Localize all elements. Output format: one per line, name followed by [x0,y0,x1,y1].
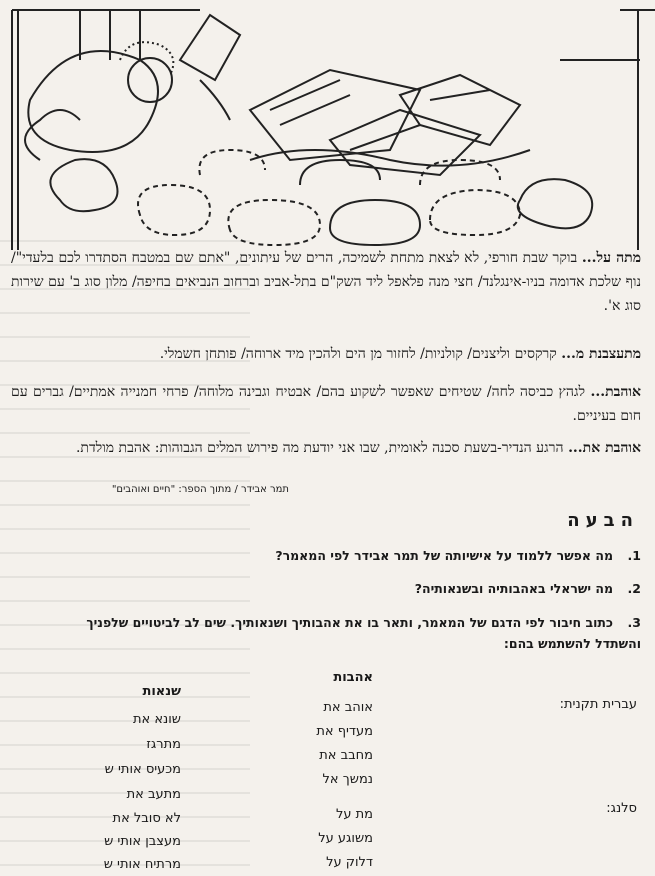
standard-love-word: מעדיף את [316,724,373,739]
standard-love-word: אוהב את [323,700,373,715]
question-3 [31,612,641,654]
standard-hate-word: שונא את [132,712,181,727]
label-slang: סלנג: [606,801,637,816]
hate-column-header: שנאות [142,684,181,699]
paragraph-text: קרקסים וליצנים/ קולניות/ לחזור מן הים ולהכין מיד ארוחה/ פותחן חשמלי. [159,346,562,362]
standard-hate-word: מתרגז [146,737,181,752]
paragraph-loves-the [11,436,641,460]
section-title: הבעה [567,510,639,531]
slang-love-word: משוגע על [318,831,373,846]
paragraph-text: לגהץ כביסה לחה/ שטיחים שאפשר לשקוע בהם/ אבטיח וגבינה מלוחה/ פרחי חמנייה אמתיים/ גברים עם חום בעיניים. [11,384,641,424]
question-number: 1. [627,548,641,563]
paragraph-lead: אוהבת את... [568,440,641,456]
standard-love-word: נמשך אל [322,772,373,787]
standard-hate-word: מתעב את [126,787,181,802]
paragraph-lead: מתה על... [581,250,641,266]
paragraph-text: בוקר שבת חורפי, לא לצאת מתחת לשמיכה, הרים של עיתונים, "אתם שם במטבח הסתדרו לכם בלעדי"/ נוף שלכת אדומה בניו-אינגלנד/ חצי מנה פלאפל ליד השק"ם בתל-אביב וברחוב הנביאים בחיפה/ מלון סוג ב' עם שירות סוג א'. [11,250,641,314]
standard-hate-word: מכעיס אותי ש [104,762,181,777]
question-number: 2. [627,581,641,596]
love-column-header: אהבות [333,670,373,685]
slang-love-word: דלוק על [326,855,373,870]
standard-love-word: מחבב את [319,748,373,763]
source-credit: תמר אבידר / מתוך הספר: "חיים ואוהבים" [111,484,289,495]
label-standard-hebrew: עברית תקנית: [559,697,637,712]
bed-reading-illustration [0,0,655,250]
question-text: מה ישראלי באהבותיה ובשנאותיה? [414,581,613,596]
question-number: 3. [627,615,641,630]
question-2 [31,578,641,599]
question-text: מה אפשר ללמוד על אישיותה של תמר אבידר לפי המאמר? [275,548,613,563]
slang-hate-word: מרתיח אותי ש [103,857,181,872]
slang-hate-word: מעצבן אותי ש [104,834,181,849]
paragraph-loves-to [11,246,641,318]
paragraph-annoyed-by [11,342,641,366]
slang-hate-word: לא סובל את [112,811,181,826]
paragraph-loves [11,380,641,428]
paragraph-lead: אוהבת... [590,384,641,400]
question-text-cont: והשתדל להשתמש בהם: [503,636,641,651]
question-1 [31,545,641,566]
question-text: כתוב חיבור לפי הדגם של המאמר, ותאר בו את אהבותיך ושנאותיך. שים לב לביטויים שלפניך [86,615,613,630]
paragraph-lead: מתעצבנת מ... [561,346,641,362]
paragraph-text: הרגע הנדיר-בשעת סכנה לאומית, שבו אני יודעת מה פירוש המלים הגבוהות: אהבת מולדת. [75,440,569,456]
slang-love-word: מת על [335,807,373,822]
